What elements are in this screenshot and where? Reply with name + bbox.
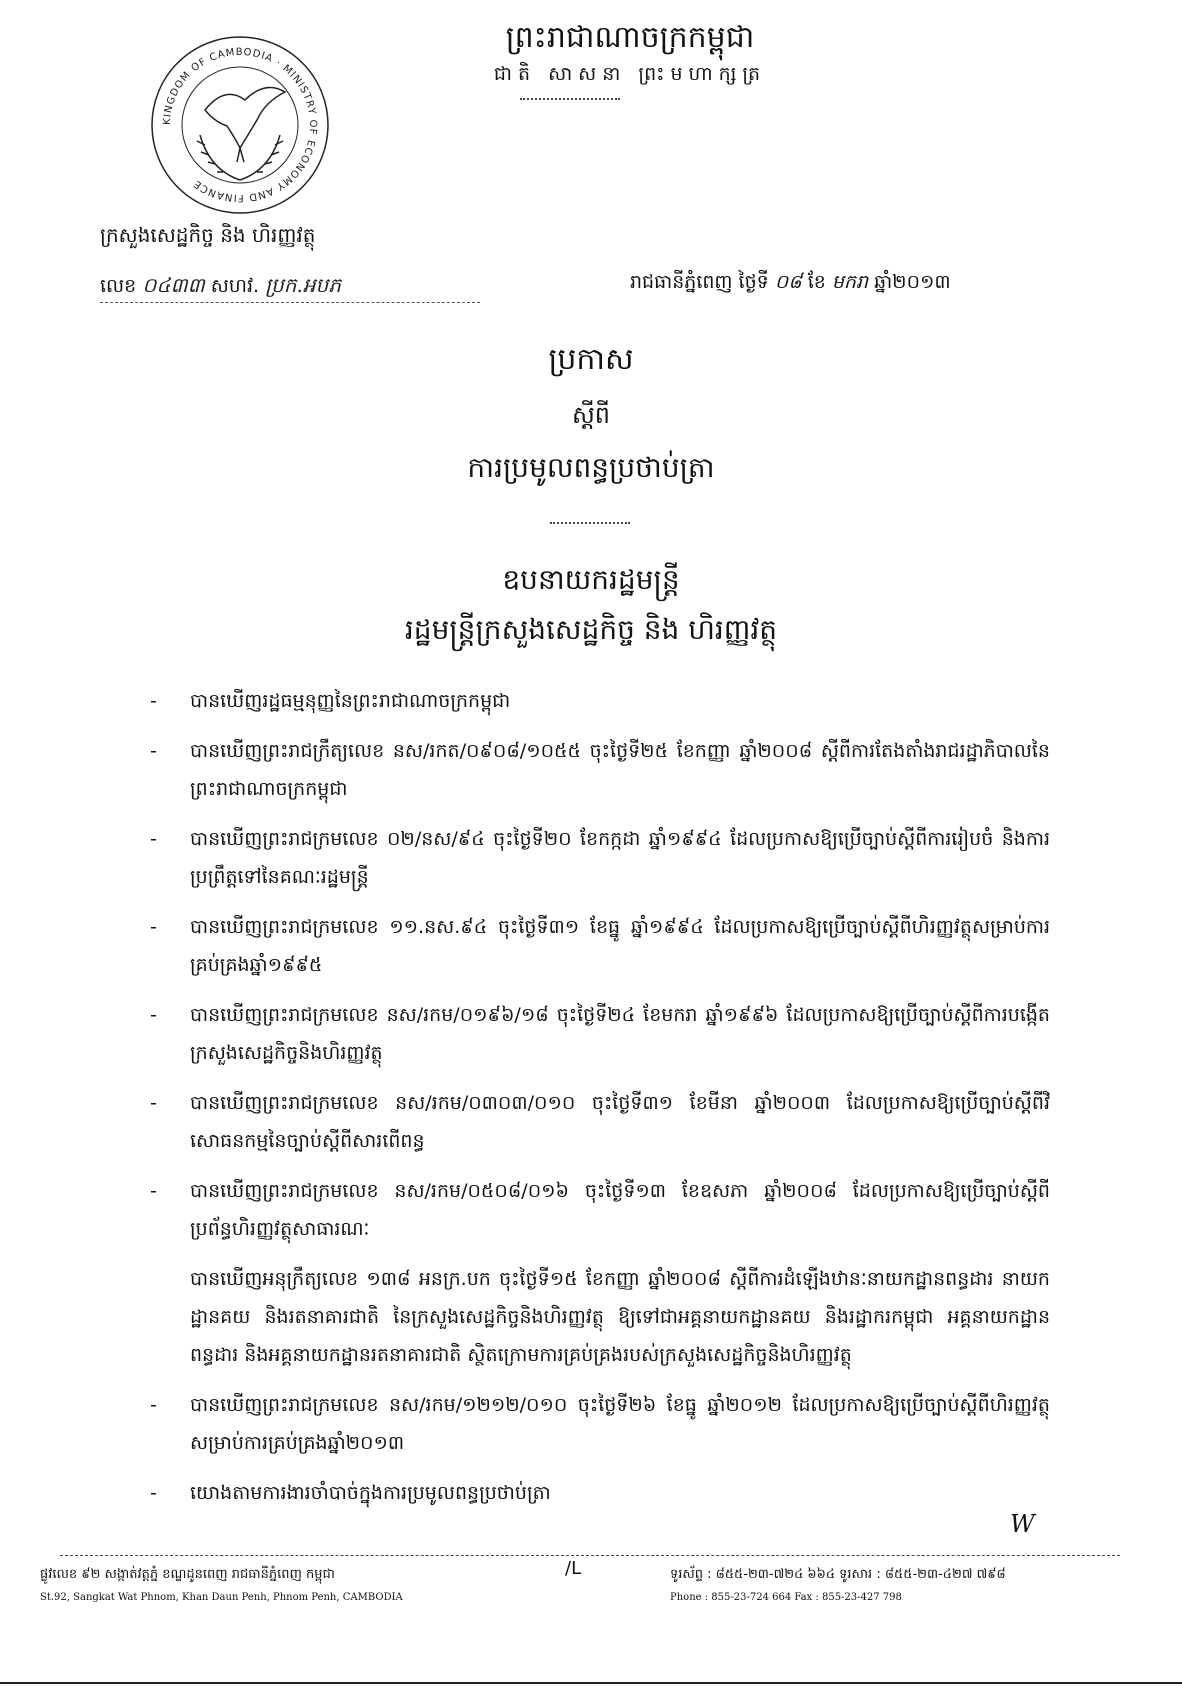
list-item [150, 908, 1050, 984]
list-item-text: បានឃើញព្រះរាជក្រមលេខ នស/រកម/១២១២/០១០ ចុះថ្ងៃទី២៦ ខែធ្នូ ឆ្នាំ២០១២ ដែលប្រកាសឱ្យប្រើច្បាប់ស្តីពីហិរញ្ញវត្ថុសម្រាប់ការគ្រប់គ្រងឆ្នាំ២០១៣ [190, 1394, 1050, 1454]
list-dash: - [150, 690, 157, 712]
ornament-divider [520, 98, 620, 100]
preamble-list [150, 682, 1050, 1524]
list-item-text: បានឃើញព្រះរាជក្រមលេខ នស/រកម/០៥០៨/០១៦ ចុះថ្ងៃទី១៣ ខែឧសភា ឆ្នាំ២០០៨ ដែលប្រកាសឱ្យប្រើច្បាប់ស្តីពីប្រព័ន្ធហិរញ្ញវត្ថុសាធារណៈ [190, 1180, 1050, 1240]
issuer-title-2: រដ្ឋមន្ត្រីក្រសួងសេដ្ឋកិច្ច និង ហិរញ្ញវត្ថុ [404, 613, 778, 646]
list-item [150, 682, 1050, 720]
ornament-divider [550, 522, 630, 524]
list-item-text: បានឃើញព្រះរាជក្រមលេខ នស/រកម/០៣០៣/០១០ ចុះថ្ងៃទី៣១ ខែមីនា ឆ្នាំ២០០៣ ដែលប្រកាសឱ្យប្រើច្បាប់ស្តីពីវិសោធនកម្មនៃច្បាប់ស្តីពីសារពើពន្ធ [190, 1092, 1050, 1152]
page-mark: /L [565, 1558, 582, 1579]
list-item-text: បានឃើញអនុក្រឹត្យលេខ ១៣៨ អនក្រ.បក ចុះថ្ងៃទី១៥ ខែកញ្ញា ឆ្នាំ២០០៨ ស្តីពីការដំឡើងឋានៈនាយកដ្ឋានពន្ធដារ នាយកដ្ឋានគយ និងរតនាគារជាតិ នៃក្រសួងសេដ្ឋកិច្ចនិងហិរញ្ញវត្ថុ ឱ្យទៅជាអគ្គនាយកដ្ឋានគយ និងរដ្ឋាករកម្ពុជា អគ្គនាយកដ្ឋានពន្ធដារ និងអគ្គនាយកដ្ឋានរតនាគារជាតិ ស្ថិតក្រោមការគ្រប់គ្រងរបស់ក្រសួងសេដ្ឋកិច្ចនិងហិរញ្ញវត្ថុ [190, 1268, 1050, 1366]
ref-code-handwritten: ប្រក.អបភ [265, 273, 341, 297]
list-item-text: បានឃើញព្រះរាជក្រមលេខ នស/រកម/០១៩៦/១៨ ចុះថ្ងៃទី២៤ ខែមករា ឆ្នាំ១៩៩៦ ដែលប្រកាសឱ្យប្រើច្បាប់ស្តីពីការបង្កើតក្រសួងសេដ្ឋកិច្ចនិងហិរញ្ញវត្ថុ [190, 1004, 1050, 1064]
list-item [150, 1084, 1050, 1160]
date-day: ០៨ [774, 271, 802, 293]
list-item-text: យោងតាមការងារចាំបាច់ក្នុងការប្រមូលពន្ធប្រថាប់ត្រា [190, 1482, 551, 1504]
list-item-text: បានឃើញព្រះរាជក្រមលេខ ១១.នស.៩៤ ចុះថ្ងៃទី៣១ ខែធ្នូ ឆ្នាំ១៩៩៤ ដែលប្រកាសឱ្យប្រើច្បាប់ស្តីពីហិរញ្ញវត្ថុសម្រាប់ការគ្រប់គ្រងឆ្នាំ១៩៩៥ [190, 916, 1050, 976]
date-prefix: រាជធានីភ្នំពេញ ថ្ងៃទី [630, 271, 769, 293]
date-year: ឆ្នាំ២០១៣ [874, 271, 951, 293]
phone-khmer: ទូរស័ព្ទ : ៨៥៥-២៣-៧២៤ ៦៦៤ ទូរសារ : ៨៥៥-២៣-៤២៧ ៧៩៨ [670, 1567, 1006, 1582]
list-dash: - [150, 1394, 157, 1416]
list-dash: - [150, 1092, 157, 1114]
list-item [150, 1386, 1050, 1462]
ministry-name: ក្រសួងសេដ្ឋកិច្ច និង ហិរញ្ញវត្ថុ [100, 223, 316, 247]
ref-number-handwritten: ០៤៣៣ [142, 273, 205, 297]
dateline [630, 270, 951, 298]
issuer-title-1: ឧបនាយករដ្ឋមន្ត្រី [502, 563, 680, 596]
ref-label: លេខ [100, 275, 137, 297]
document-type-title: ប្រកាស [548, 342, 634, 377]
list-dash: - [150, 1180, 157, 1202]
about-label: ស្តីពី [571, 401, 611, 429]
list-item [150, 996, 1050, 1072]
date-month-label: ខែ [807, 271, 826, 293]
list-item-text: បានឃើញព្រះរាជក្រមលេខ ០២/នស/៩៤ ចុះថ្ងៃទី២០ ខែកក្កដា ឆ្នាំ១៩៩៤ ដែលប្រកាសឱ្យប្រើច្បាប់ស្តីពីការរៀបចំ និងការប្រព្រឹត្តទៅនៃគណៈរដ្ឋមន្ត្រី [190, 828, 1050, 888]
phone-english: Phone : 855-23-724 664 Fax : 855-23-427 798 [670, 1592, 902, 1603]
footer-divider [60, 1555, 1120, 1556]
address-english: St.92, Sangkat Wat Phnom, Khan Daun Penh, Phnom Penh, CAMBODIA [40, 1592, 403, 1603]
list-dash: - [150, 740, 157, 762]
list-item [150, 1260, 1050, 1374]
ref-code-label: សហវ. [210, 275, 260, 297]
list-dash: - [150, 828, 157, 850]
list-item [150, 1172, 1050, 1248]
ref-underline [100, 302, 480, 303]
kingdom-heading: ព្រះរាជាណាចក្រកម្ពុជា [505, 20, 755, 55]
list-dash: - [150, 1482, 157, 1504]
national-motto: ជាតិ សាសនា ព្រះមហាក្សត្រ [493, 63, 767, 85]
list-dash: - [150, 916, 157, 938]
list-item [150, 820, 1050, 896]
list-dash: - [150, 1004, 157, 1026]
address-khmer: ផ្លូវលេខ ៩២ សង្កាត់វត្តភ្នំ ខណ្ឌដូនពេញ រាជធានីភ្នំពេញ កម្ពុជា [40, 1567, 335, 1582]
svg-text:KINGDOM OF CAMBODIA · MINISTRY: KINGDOM OF CAMBODIA · MINISTRY OF ECONOMY AND FINANCE [161, 46, 319, 204]
list-item [150, 1474, 1050, 1512]
list-item [150, 732, 1050, 808]
list-item-text: បានឃើញព្រះរាជក្រឹត្យលេខ នស/រកត/០៩០៨/១០៥៥ ចុះថ្ងៃទី២៥ ខែកញ្ញា ឆ្នាំ២០០៨ ស្តីពីការតែងតាំងរាជរដ្ឋាភិបាលនៃព្រះរាជាណាចក្រកម្ពុជា [190, 740, 1050, 800]
date-month: មករា [831, 271, 869, 293]
document-subject: ការប្រមូលពន្ធប្រថាប់ត្រា [467, 451, 715, 484]
ministry-seal-logo [145, 30, 335, 220]
handwritten-initials: W [1010, 1510, 1035, 1538]
page-bottom-edge [0, 1682, 1182, 1684]
list-item-text: បានឃើញរដ្ឋធម្មនុញ្ញនៃព្រះរាជាណាចក្រកម្ពុជា [190, 690, 511, 712]
reference-number-line [100, 272, 341, 302]
